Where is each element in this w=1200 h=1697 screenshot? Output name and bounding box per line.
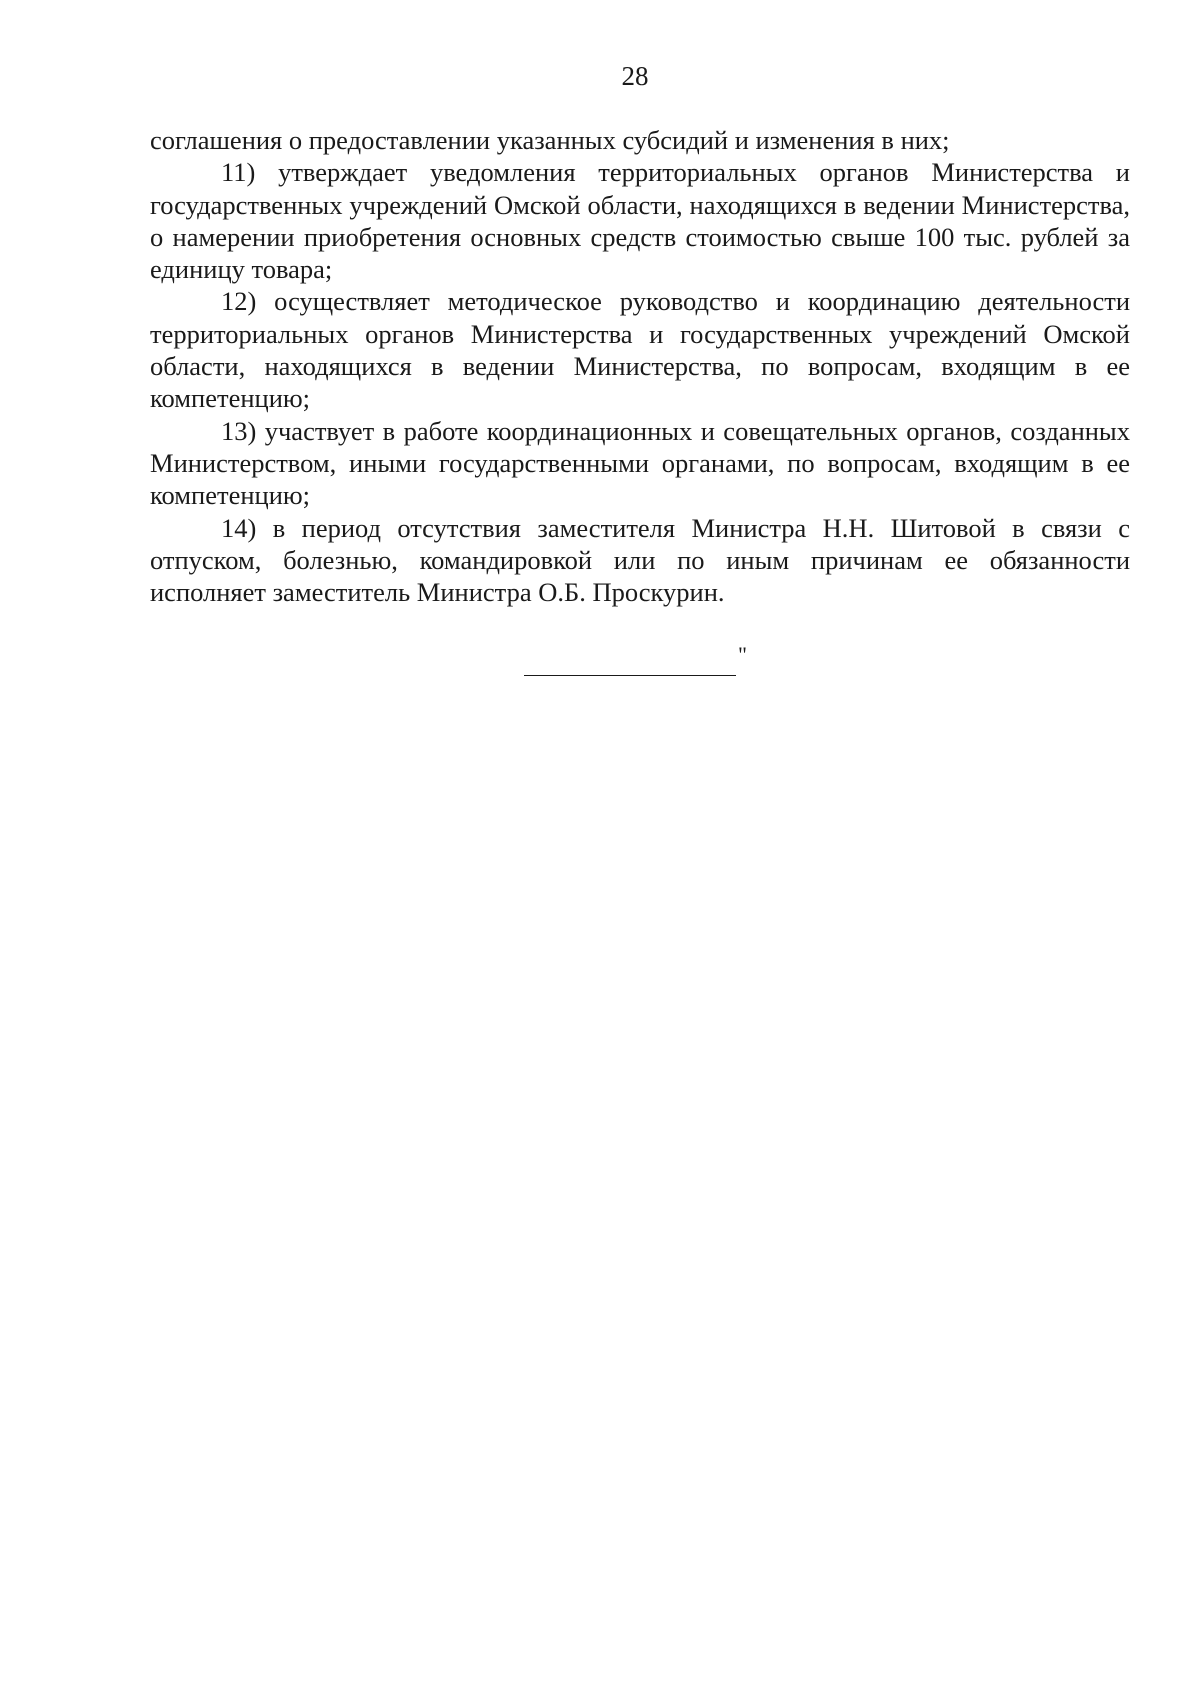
paragraph-item-13: 13) участвует в работе координационных и совещательных органов, созданных Министерством, иными государственными органами, по вопросам, входящим в ее компетенцию; xyxy=(150,415,1130,511)
paragraph-item-11: 11) утверждает уведомления территориальных органов Министерства и государственных учреждений Омской области, находящихся в ведении Министерства, о намерении приобретения основных средств стоимостью свыше 100 тыс. рублей за единицу товара; xyxy=(150,157,1130,285)
paragraph-item-14: 14) в период отсутствия заместителя Министра Н.Н. Шитовой в связи с отпуском, болезнью, командировкой или по иным причинам ее обязанности исполняет заместитель Министра О.Б. Проскурин. xyxy=(150,512,1130,608)
closing-quote: " xyxy=(738,642,747,667)
end-rule-line xyxy=(524,675,736,676)
paragraph-item-12: 12) осуществляет методическое руководство и координацию деятельности территориальных органов Министерства и государственных учреждений Омской области, находящихся в ведении Министерства, по вопросам, входящим в ее компетенцию; xyxy=(150,286,1130,414)
page-number: 28 xyxy=(621,61,649,91)
paragraph-continuation: соглашения о предоставлении указанных субсидий и изменения в них; xyxy=(150,125,950,155)
end-of-text-mark xyxy=(524,642,747,682)
document-body xyxy=(150,124,1130,608)
